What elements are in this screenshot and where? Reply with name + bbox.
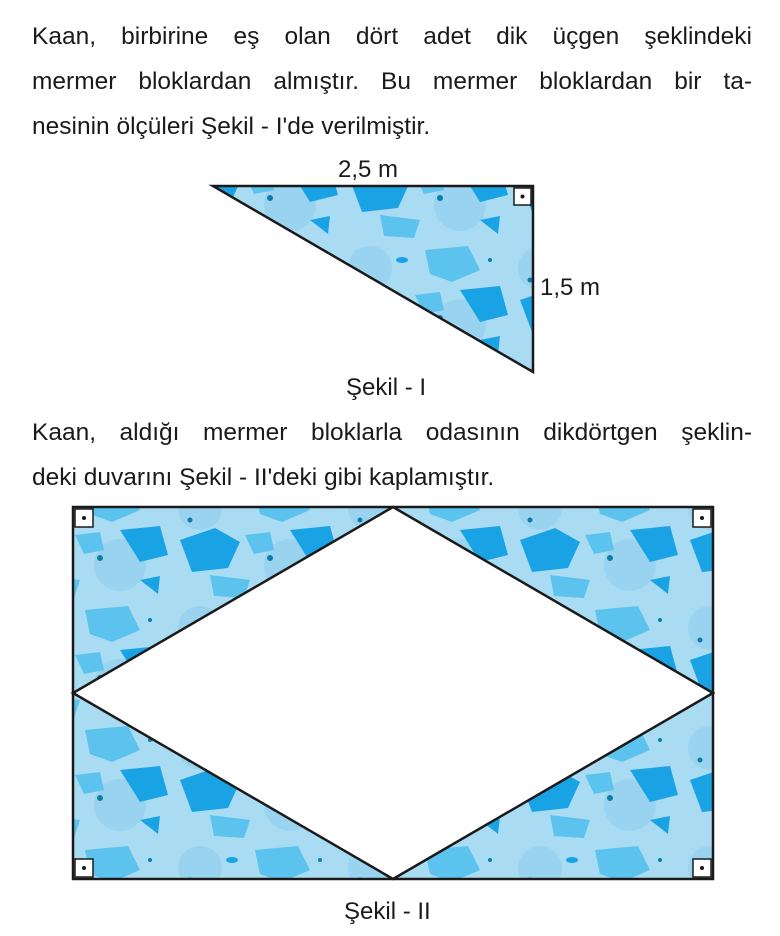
problem-wall-paragraph [32,410,752,500]
triangle-top-length-label: 2,5 m [338,156,399,183]
right-angle-dot [82,516,86,520]
figure-1-triangle [213,186,533,372]
triangle-side-length-label: 1,5 m [540,274,601,301]
right-angle-dot [700,516,704,520]
marble-triangle [213,186,533,372]
right-angle-dot [700,866,704,870]
text-line: Kaan, aldığı mermer bloklarla odasının dikdörtgen şeklin- [32,419,752,446]
figure-2-caption: Şekil - II [344,898,431,925]
right-angle-dot [521,195,525,199]
figure-2-wall [73,507,713,879]
text-line: Kaan, birbirine eş olan dört adet dik üçgen şeklindeki [32,23,752,50]
figure-1-caption: Şekil - I [346,374,427,401]
text-line: deki duvarını Şekil - II'deki gibi kaplamıştır. [32,464,495,491]
text-line: nesinin ölçüleri Şekil - I'de verilmiştir. [32,113,431,140]
right-angle-dot [82,866,86,870]
text-line: mermer bloklardan almıştır. Bu mermer bloklardan bir ta- [32,68,752,95]
